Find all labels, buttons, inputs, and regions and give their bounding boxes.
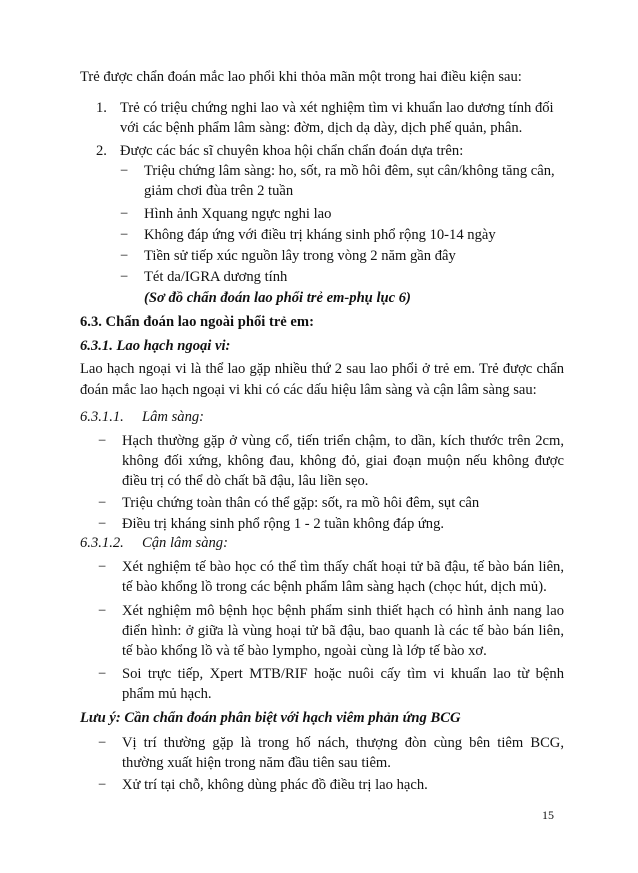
bullet-dash: − [120,227,129,243]
paraclinical-item-2-line-2: điển hình: ở giữa là vùng hoại tử bã đậu, bao quanh là các tế bào bán liên, [122,623,564,639]
paragraph-6-3-1-line-2: đoán mắc lao hạch ngoại vi khi có các dấu hiệu lâm sàng và cận lâm sàng sau: [80,382,537,398]
appendix-note: (Sơ đồ chẩn đoán lao phổi trẻ em-phụ lục 6) [144,290,411,306]
note-item-1-line-1: Vị trí thường gặp là trong hố nách, thượng đòn cùng bên tiêm BCG, [122,735,564,751]
subsection-6-3-1-1-title: Lâm sàng: [142,409,205,425]
paraclinical-item-2-line-3: tế bào khổng lồ và tế bào lympho, ngoài cùng là lớp tế bào xơ. [122,643,487,659]
condition-1-number: 1. [96,100,107,116]
paragraph-6-3-1-line-1: Lao hạch ngoại vi là thể lao gặp nhiều thứ 2 sau lao phổi ở trẻ em. Trẻ được chẩn [80,361,564,377]
bullet-dash: − [120,206,129,222]
bullet-dash: − [98,735,107,751]
bullet-dash: − [98,495,107,511]
paraclinical-item-3-line-1: Soi trực tiếp, Xpert MTB/RIF hoặc nuôi cấy tìm vi khuẩn lao từ bệnh [122,666,564,682]
condition-2-item-2: Hình ảnh Xquang ngực nghi lao [144,206,332,222]
note-item-1-line-2: thường xuất hiện trong năm đầu tiên sau tiêm. [122,755,391,771]
bullet-dash: − [120,163,129,179]
subsection-6-3-1-1-number: 6.3.1.1. [80,409,124,425]
bullet-dash: − [98,777,107,793]
bullet-dash: − [98,433,107,449]
condition-1-line-2: với các bệnh phẩm lâm sàng: đờm, dịch dạ dày, dịch phế quản, phân. [120,120,523,136]
clinical-item-1-line-3: điều trị có thể dò chất bã đậu, lâu liền sẹo. [122,473,369,489]
bullet-dash: − [98,666,107,682]
condition-2-item-4: Tiền sử tiếp xúc nguồn lây trong vòng 2 năm gần đây [144,248,456,264]
clinical-item-3: Điều trị kháng sinh phổ rộng 1 - 2 tuần không đáp ứng. [122,516,445,532]
paraclinical-item-1-line-2: tế bào khổng lồ trong các bệnh phẩm lâm sàng hạch (chọc hút, dịch mủ). [122,579,547,595]
condition-2-number: 2. [96,143,107,159]
condition-2-item-1-line-2: giảm chơi đùa trên 2 tuần [144,183,294,199]
condition-2-item-3: Không đáp ứng với điều trị kháng sinh phổ rộng 10-14 ngày [144,227,496,243]
condition-2-line-1: Được các bác sĩ chuyên khoa hội chẩn chẩn đoán dựa trên: [120,143,464,159]
subsection-6-3-1-2-number: 6.3.1.2. [80,535,124,551]
paraclinical-item-3-line-2: phẩm mủ hạch. [122,686,212,702]
bullet-dash: − [98,559,107,575]
section-6-3-heading: 6.3. Chẩn đoán lao ngoài phổi trẻ em: [80,314,314,330]
condition-2-item-1-line-1: Triệu chứng lâm sàng: ho, sốt, ra mồ hôi đêm, sụt cân/không tăng cân, [144,163,555,179]
paraclinical-item-1-line-1: Xét nghiệm tế bào học có thể tìm thấy chất hoại tử bã đậu, tế bào bán liên, [122,559,564,575]
intro-text: Trẻ được chẩn đoán mắc lao phổi khi thỏa mãn một trong hai điều kiện sau: [80,69,522,85]
clinical-item-2: Triệu chứng toàn thân có thể gặp: sốt, ra mồ hôi đêm, sụt cân [122,495,480,511]
bullet-dash: − [120,269,129,285]
section-6-3-1-heading: 6.3.1. Lao hạch ngoại vi: [80,338,231,354]
note-heading: Lưu ý: Cần chẩn đoán phân biệt với hạch viêm phản ứng BCG [80,710,461,726]
bullet-dash: − [98,603,107,619]
note-item-2: Xử trí tại chỗ, không dùng phác đồ điều trị lao hạch. [122,777,428,793]
bullet-dash: − [120,248,129,264]
subsection-6-3-1-2-title: Cận lâm sàng: [142,535,228,551]
page-number: 15 [542,808,554,822]
paraclinical-item-2-line-1: Xét nghiệm mô bệnh học bệnh phẩm sinh thiết hạch có hình ảnh nang lao [122,603,564,619]
condition-1-line-1: Trẻ có triệu chứng nghi lao và xét nghiệm tìm vi khuẩn lao dương tính đối [120,100,554,116]
clinical-item-1-line-2: không đối xứng, không đau, không đỏ, giai đoạn muộn nếu không được [122,453,564,469]
clinical-item-1-line-1: Hạch thường gặp ở vùng cổ, tiến triển chậm, to dần, kích thước trên 2cm, [122,433,564,449]
bullet-dash: − [98,516,107,532]
condition-2-item-5: Tét da/IGRA dương tính [144,269,288,285]
